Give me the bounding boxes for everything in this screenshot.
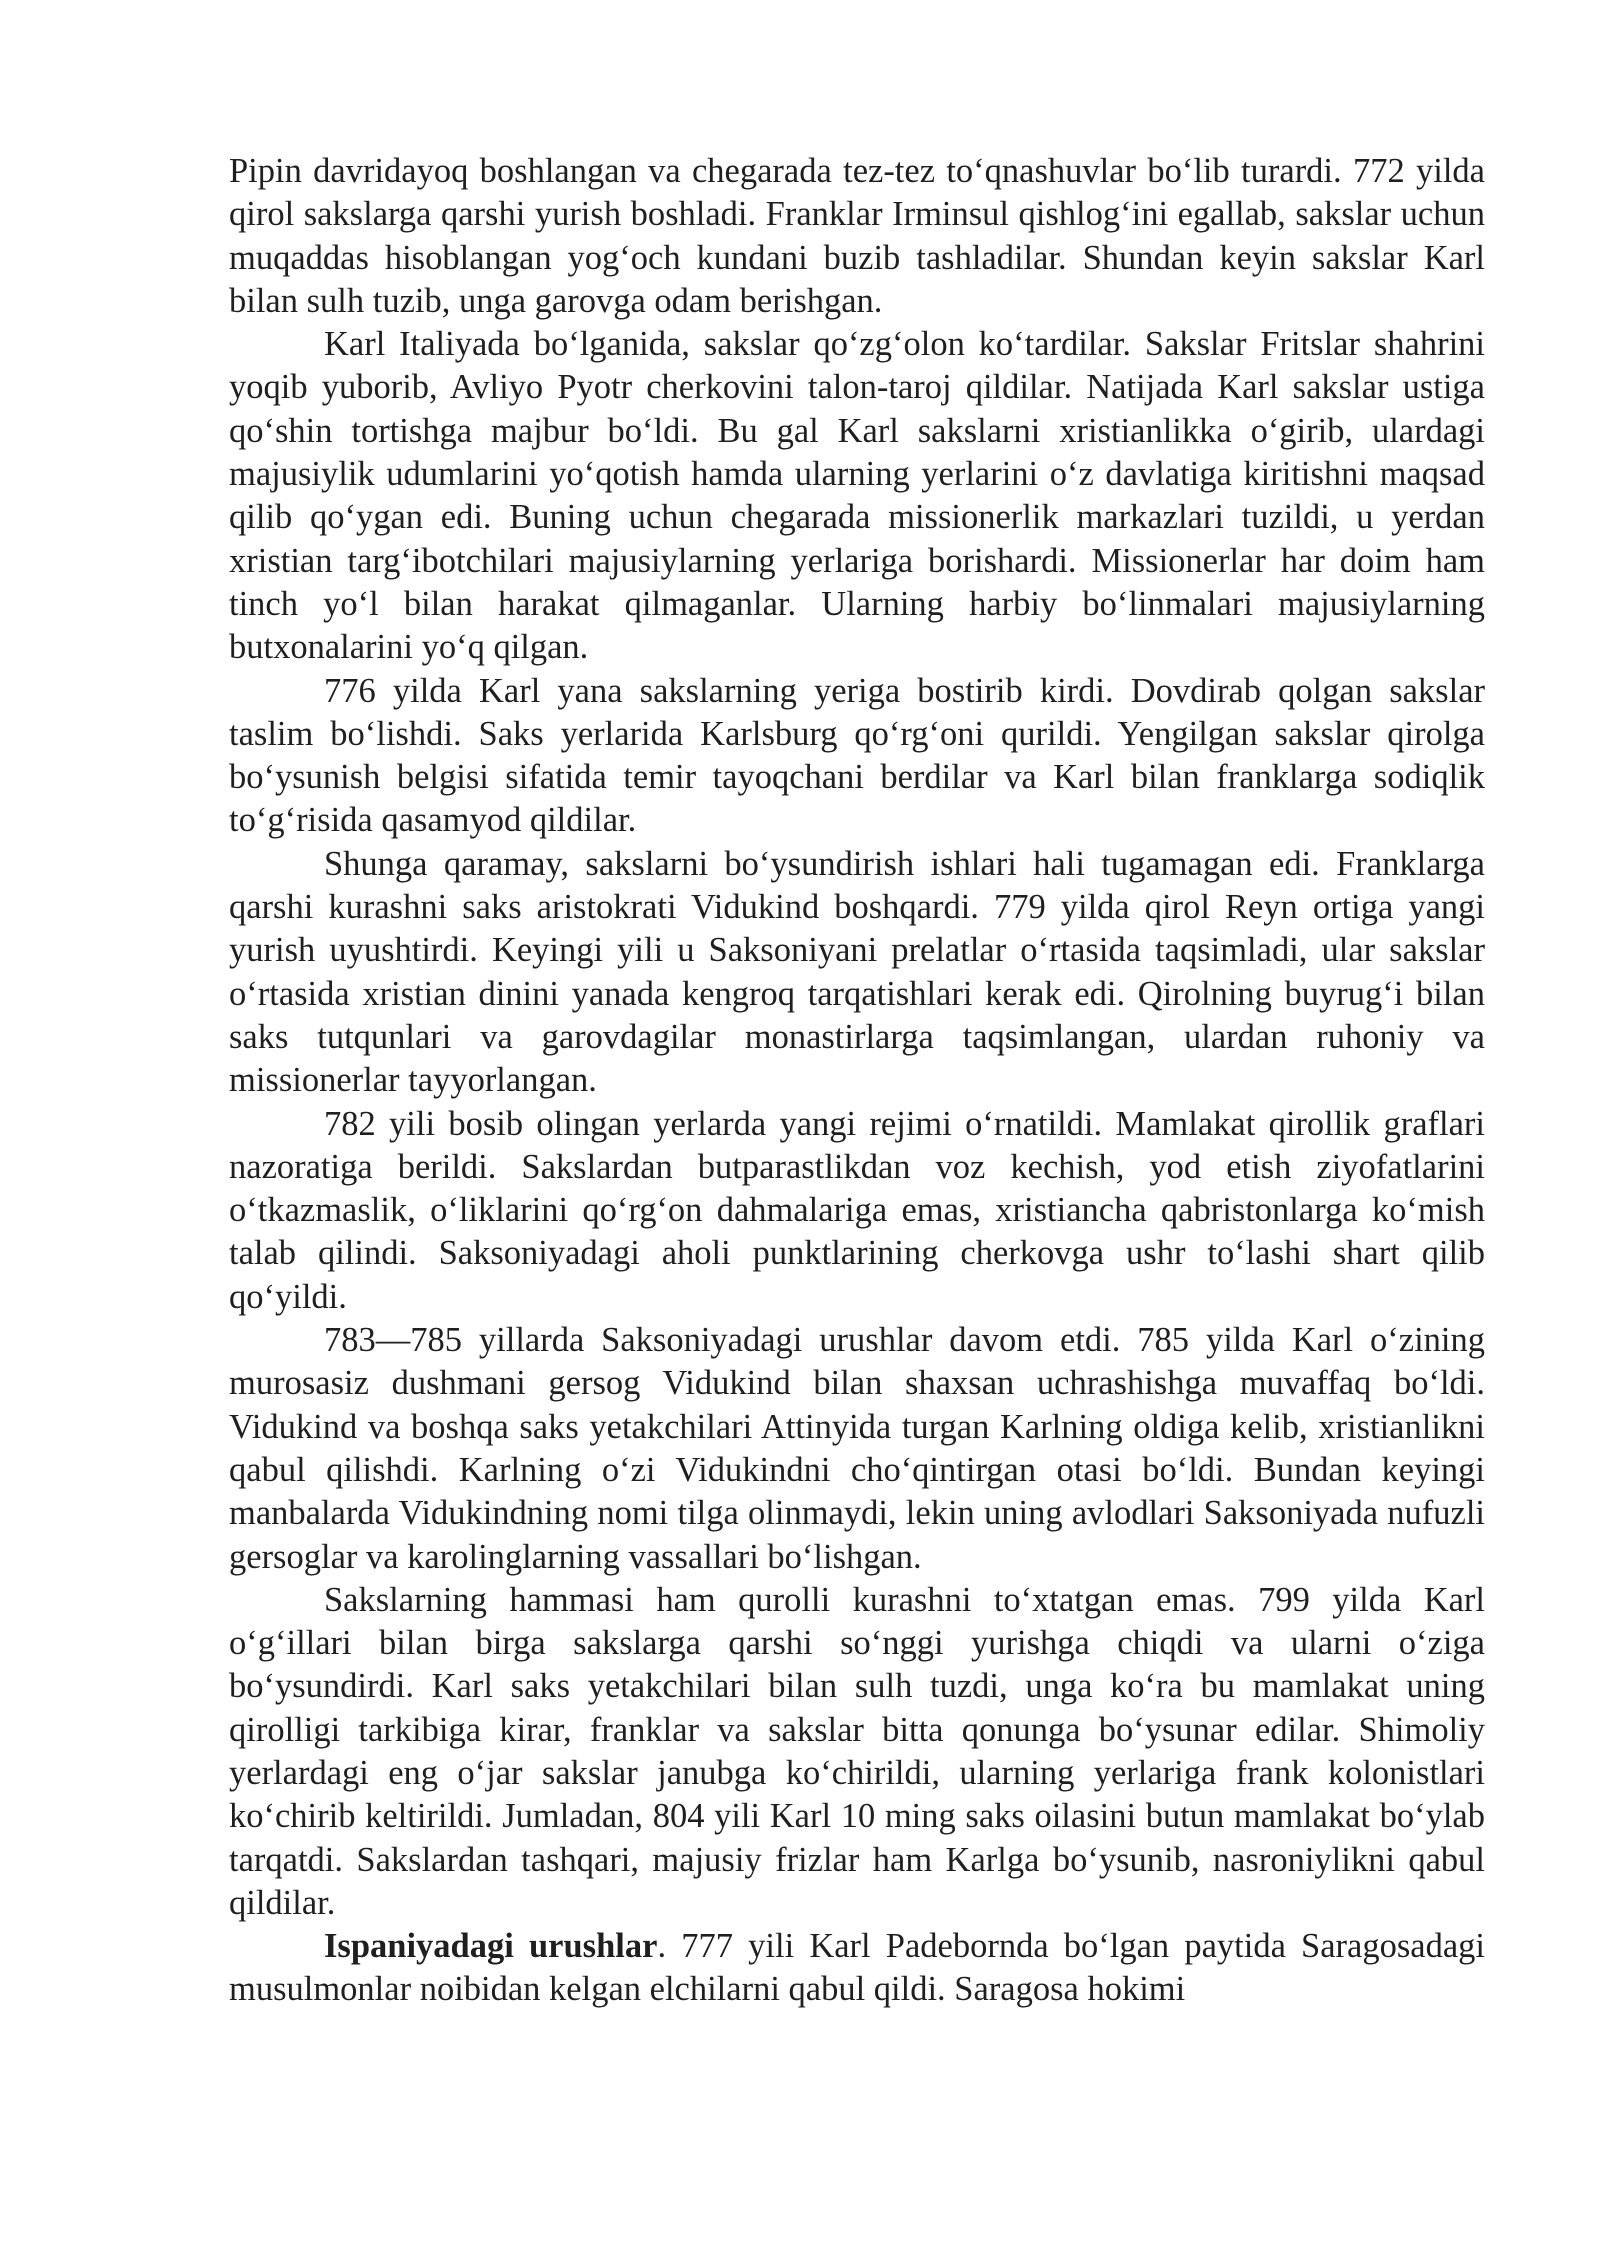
paragraph-6: 783—785 yillarda Saksoniyadagi urushlar davom etdi. 785 yilda Karl o‘zining murosasiz dushmani gersog Vidukind bilan shaxsan uchrashishga muvaffaq bo‘ldi. Vidukind va boshqa saks yetakchilari Attinyida turgan Karlning oldiga kelib, xristianlikni qabul qilishdi. Karlning o‘zi Vidukindni cho‘qintirgan otasi bo‘ldi. Bundan keyingi manbalarda Vidukindning nomi tilga olinmaydi, lekin uning avlodlari Saksoniyada nufuzli gersoglar va karolinglarning vassallari bo‘lishgan. — [229, 1321, 1485, 1576]
paragraph-3: 776 yilda Karl yana sakslarning yeriga bostirib kirdi. Dovdirab qolgan sakslar taslim bo‘lishdi. Saks yerlarida Karlsburg qo‘rg‘oni qurildi. Yengilgan sakslar qirolga bo‘ysunish belgisi sifatida temir tayoqchani berdilar va Karl bilan franklarga sodiqlik to‘g‘risida qasamyod qildilar. — [229, 671, 1485, 840]
document-page — [229, 150, 1485, 2012]
paragraph-2: Karl Italiyada bo‘lganida, sakslar qo‘zg‘olon ko‘tardilar. Sakslar Fritslar shahrini yoqib yuborib, Avliyo Pyotr cherkovini talon-taroj qildilar. Natijada Karl sakslar ustiga qo‘shin tortishga majbur bo‘ldi. Bu gal Karl sakslarni xristianlikka o‘girib, ulardagi majusiylik udumlarini yo‘qotish hamda ularning yerlarini o‘z davlatiga kiritishni maqsad qilib qo‘ygan edi. Buning uchun chegarada missionerlik markazlari tuzildi, u yerdan xristian targ‘ibotchilari majusiylarning yerlariga borishardi. Missionerlar har doim ham tinch yo‘l bilan harakat qilmaganlar. Ularning harbiy bo‘linmalari majusiylarning butxonalarini yo‘q qilgan. — [229, 325, 1485, 667]
section-heading: Ispaniyadagi urushlar — [324, 1927, 658, 1966]
paragraph-4: Shunga qaramay, sakslarni bo‘ysundirish ishlari hali tugamagan edi. Franklarga qarshi kurashni saks aristokrati Vidukind boshqardi. 779 yilda qirol Reyn ortiga yangi yurish uyushtirdi. Keyingi yili u Saksoniyani prelatlar o‘rtasida taqsimladi, ular sakslar o‘rtasida xristian dinini yanada kengroq tarqatishlari kerak edi. Qirolning buyrug‘i bilan saks tutqunlari va garovdagilar monastirlarga taqsimlangan, ulardan ruhoniy va missionerlar tayyorlangan. — [229, 844, 1485, 1100]
paragraph-1: Pipin davridayoq boshlangan va chegarada tez-tez to‘qnashuvlar bo‘lib turardi. 772 yilda qirol sakslarga qarshi yurish boshladi. Franklar Irminsul qishlog‘ini egallab, sakslar uchun muqaddas hisoblangan yog‘och kundani buzib tashladilar. Shundan keyin sakslar Karl bilan sulh tuzib, unga garovga odam berishgan. — [229, 152, 1485, 320]
paragraph-8 — [229, 1925, 1485, 2012]
paragraph-5: 782 yili bosib olingan yerlarda yangi rejimi o‘rnatildi. Mamlakat qirollik graflari nazoratiga berildi. Sakslardan butparastlikdan voz kechish, yod etish ziyofatlarini o‘tkazmaslik, o‘liklarini qo‘rg‘on dahmalariga emas, xristiancha qabristonlarga ko‘mish talab qilindi. Saksoniyadagi aholi punktlarining cherkovga ushr to‘lashi shart qilib qo‘yildi. — [229, 1104, 1485, 1316]
paragraph-7: Sakslarning hammasi ham qurolli kurashni to‘xtatgan emas. 799 yilda Karl o‘g‘illari bilan birga sakslarga qarshi so‘nggi yurishga chiqdi va ularni o‘ziga bo‘ysundirdi. Karl saks yetakchilari bilan sulh tuzdi, unga ko‘ra bu mamlakat uning qirolligi tarkibiga kirar, franklar va sakslar bitta qonunga bo‘ysunar edilar. Shimoliy yerlardagi eng o‘jar sakslar janubga ko‘chirildi, ularning yerlariga frank kolonistlari ko‘chirib keltirildi. Jumladan, 804 yili Karl 10 ming saks oilasini butun mamlakat bo‘ylab tarqatdi. Sakslardan tashqari, majusiy frizlar ham Karlga bo‘ysunib, nasroniylikni qabul qildilar. — [229, 1580, 1485, 1922]
paragraph-8-text: . 777 yili Karl Padebornda bo‘lgan paytida Saragosadagi musulmonlar noibidan kelgan elchilarni qabul qildi. Saragosa hokimi — [229, 1927, 1485, 2009]
